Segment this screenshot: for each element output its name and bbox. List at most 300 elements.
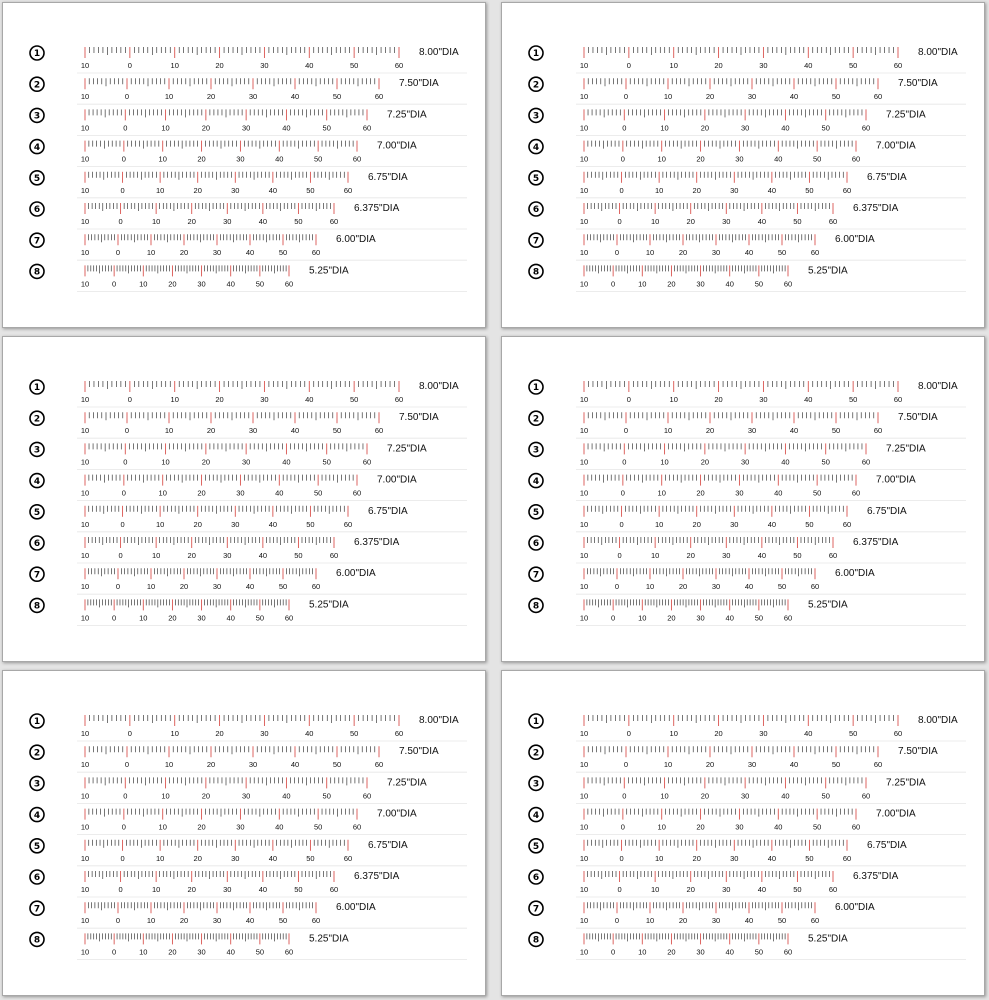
scale-label: 0 (124, 426, 130, 436)
ruler-row-7 (30, 233, 467, 260)
scale-label: 40 (275, 488, 284, 498)
scale-label: 10 (164, 426, 174, 436)
scale-label: 0 (121, 154, 126, 164)
scale-label: 60 (842, 853, 852, 863)
scale-label: 50 (349, 729, 359, 738)
diameter-label: 7.00"DIA (876, 808, 916, 820)
scale-label: 50 (793, 217, 802, 226)
row-number: 2 (33, 80, 41, 91)
scale-label: 10 (579, 154, 589, 164)
scale-label: 40 (804, 395, 813, 404)
row-number: 4 (532, 142, 540, 153)
row-number: 6 (532, 873, 540, 884)
diameter-label: 5.25"DIA (808, 265, 848, 277)
scale-label: 0 (115, 582, 121, 592)
scale-label: 60 (284, 613, 294, 623)
scale-label: 20 (705, 760, 715, 770)
scale-label: 10 (80, 729, 90, 738)
scale-label: 10 (80, 613, 90, 623)
scale-label: 20 (667, 613, 676, 623)
scale-label: 60 (343, 519, 353, 529)
scale-label: 20 (215, 729, 224, 738)
scale-label: 10 (80, 582, 90, 592)
scale-label: 0 (611, 279, 616, 289)
scale-label: 0 (617, 885, 622, 894)
scale-label: 60 (861, 791, 871, 801)
scale-label: 60 (810, 248, 820, 258)
scale-label: 10 (80, 426, 90, 436)
scale-label: 10 (657, 154, 666, 164)
scale-label: 10 (654, 853, 664, 863)
ruler-row-7 (30, 567, 467, 594)
ruler-row-4 (30, 140, 467, 167)
ruler-ticks (85, 715, 399, 726)
ruler-row-5 (30, 505, 467, 532)
scale-label: 50 (278, 248, 288, 258)
scale-label: 10 (663, 92, 673, 102)
scale-label: 30 (260, 729, 269, 738)
diameter-label: 7.00"DIA (876, 474, 916, 486)
ruler-row-2 (30, 411, 467, 438)
ruler-row-2 (529, 411, 966, 438)
scale-label: 10 (645, 248, 655, 258)
scale-label: 10 (579, 217, 589, 226)
scale-label: 60 (311, 248, 321, 258)
scale-label: 60 (352, 822, 362, 832)
scale-label: 30 (735, 488, 744, 498)
scale-label: 50 (313, 488, 323, 498)
scale-label: 50 (306, 185, 315, 195)
scale-label: 30 (197, 279, 206, 289)
scale-label: 50 (777, 916, 787, 926)
row-number: 4 (33, 476, 41, 487)
scale-label: 30 (260, 395, 269, 404)
diameter-label: 5.25"DIA (309, 599, 349, 611)
ruler-ticks (85, 568, 316, 579)
row-number: 8 (532, 935, 540, 946)
scale-label: 20 (700, 123, 710, 133)
scale-label: 0 (614, 916, 620, 926)
scale-label: 20 (714, 395, 723, 404)
scale-label: 20 (206, 426, 216, 436)
scale-label: 30 (241, 791, 251, 801)
scale-label: 30 (696, 279, 705, 289)
ruler-ticks (584, 443, 866, 454)
diameter-label: 5.25"DIA (309, 933, 349, 945)
scale-label: 30 (730, 853, 739, 863)
row-number: 1 (532, 717, 540, 728)
scale-label: 20 (667, 947, 676, 957)
scale-label: 10 (80, 248, 90, 258)
scale-label: 0 (115, 916, 121, 926)
scale-label: 10 (151, 885, 161, 894)
scale-label: 20 (714, 729, 723, 738)
scale-label: 10 (579, 947, 589, 957)
scale-label: 60 (810, 916, 820, 926)
row-number: 7 (33, 236, 41, 247)
ruler-row-8 (30, 932, 467, 959)
ruler-ticks (584, 172, 847, 183)
scale-label: 0 (611, 613, 616, 623)
row-number: 4 (33, 810, 41, 821)
row-number: 4 (532, 476, 540, 487)
ruler-row-6 (30, 536, 467, 563)
diameter-label: 8.00"DIA (918, 715, 958, 726)
ruler-row-6 (30, 870, 467, 897)
scale-label: 10 (579, 729, 589, 738)
scale-label: 50 (831, 92, 841, 102)
scale-label: 30 (759, 729, 768, 738)
scale-label: 50 (306, 519, 315, 529)
diameter-label: 6.75"DIA (368, 171, 408, 183)
row-number: 8 (33, 601, 41, 612)
scale-label: 60 (810, 582, 820, 592)
scale-label: 10 (146, 582, 156, 592)
ruler-row-2 (529, 745, 966, 772)
scale-label: 10 (579, 279, 589, 289)
scale-label: 50 (255, 613, 265, 623)
scale-label: 50 (313, 154, 323, 164)
diameter-label: 8.00"DIA (419, 381, 459, 392)
scale-label: 40 (804, 61, 813, 70)
scale-label: 0 (112, 947, 117, 957)
scale-label: 0 (120, 853, 125, 863)
scale-label: 40 (226, 279, 235, 289)
scale-label: 20 (179, 248, 189, 258)
diameter-label: 7.25"DIA (886, 443, 926, 455)
scale-label: 30 (231, 185, 240, 195)
scale-label: 10 (579, 92, 589, 102)
scale-label: 10 (139, 947, 148, 957)
ruler-ticks (85, 840, 348, 851)
scale-label: 20 (696, 154, 705, 164)
ruler-row-7 (30, 901, 467, 928)
ruler-ticks (584, 933, 788, 944)
scale-label: 60 (362, 457, 372, 467)
ruler-row-3 (529, 776, 966, 803)
scale-label: 10 (660, 791, 669, 801)
scale-label: 0 (118, 217, 123, 226)
scale-label: 60 (783, 613, 793, 623)
scale-label: 20 (678, 916, 688, 926)
row-number: 3 (33, 445, 41, 456)
scale-label: 0 (623, 760, 629, 770)
scale-label: 10 (155, 853, 165, 863)
ruler-ticks (85, 871, 334, 882)
scale-label: 50 (255, 279, 265, 289)
diameter-label: 7.50"DIA (399, 412, 439, 424)
scale-label: 30 (223, 551, 232, 560)
scale-label: 50 (294, 217, 303, 226)
scale-label: 60 (343, 185, 353, 195)
scale-label: 10 (579, 916, 589, 926)
sheet-6 (501, 670, 985, 996)
row-number: 5 (33, 508, 41, 518)
scale-label: 20 (206, 92, 216, 102)
scale-label: 30 (223, 885, 232, 894)
scale-label: 0 (617, 551, 622, 560)
sheet-2 (501, 2, 985, 328)
diameter-label: 5.25"DIA (808, 933, 848, 945)
scale-label: 30 (696, 613, 705, 623)
row-number: 3 (33, 111, 41, 122)
scale-label: 10 (80, 822, 90, 832)
scale-label: 10 (645, 582, 655, 592)
ruler-row-8 (30, 598, 467, 625)
ruler-ticks (85, 902, 316, 913)
scale-label: 20 (168, 279, 177, 289)
scale-label: 20 (201, 457, 211, 467)
diameter-label: 7.50"DIA (898, 78, 938, 90)
scale-label: 0 (124, 92, 130, 102)
scale-label: 10 (80, 185, 90, 195)
scale-label: 0 (617, 217, 622, 226)
scale-label: 10 (654, 519, 664, 529)
scale-label: 30 (248, 760, 258, 770)
scale-label: 10 (155, 519, 165, 529)
scale-label: 10 (80, 92, 90, 102)
scale-label: 10 (170, 61, 179, 70)
scale-label: 50 (332, 426, 342, 436)
scale-label: 20 (692, 519, 701, 529)
diameter-label: 7.25"DIA (886, 109, 926, 121)
scale-label: 10 (650, 551, 660, 560)
scale-label: 0 (120, 185, 125, 195)
scale-label: 40 (305, 729, 314, 738)
scale-label: 30 (730, 185, 739, 195)
scale-label: 20 (686, 885, 695, 894)
scale-label: 30 (231, 519, 240, 529)
scale-label: 50 (831, 760, 841, 770)
ruler-sheet-graphic (3, 671, 487, 997)
scale-label: 30 (241, 123, 251, 133)
ruler-row-5 (30, 839, 467, 866)
scale-label: 40 (245, 916, 255, 926)
scale-label: 40 (305, 395, 314, 404)
ruler-ticks (584, 265, 788, 276)
ruler-ticks (584, 203, 833, 214)
scale-label: 60 (873, 760, 883, 770)
row-number: 8 (532, 267, 540, 278)
scale-label: 20 (206, 760, 216, 770)
ruler-row-6 (529, 202, 966, 229)
ruler-ticks (85, 109, 367, 120)
diameter-label: 6.375"DIA (354, 871, 400, 882)
ruler-ticks (584, 568, 815, 579)
scale-label: 10 (80, 217, 90, 226)
ruler-ticks (85, 381, 399, 392)
scale-label: 20 (215, 395, 224, 404)
row-number: 6 (532, 205, 540, 216)
scale-label: 20 (686, 217, 695, 226)
scale-label: 30 (747, 760, 757, 770)
scale-label: 50 (349, 61, 359, 70)
scale-label: 10 (146, 248, 156, 258)
scale-label: 40 (268, 519, 278, 529)
scale-label: 0 (620, 154, 625, 164)
scale-label: 10 (80, 457, 90, 467)
scale-label: 40 (767, 519, 777, 529)
ruler-row-2 (529, 77, 966, 104)
ruler-row-1 (30, 714, 467, 741)
scale-label: 20 (714, 61, 723, 70)
ruler-ticks (584, 381, 898, 392)
scale-label: 20 (197, 154, 206, 164)
scale-label: 20 (667, 279, 676, 289)
row-number: 6 (33, 873, 41, 884)
ruler-row-5 (529, 839, 966, 866)
diameter-label: 7.25"DIA (886, 777, 926, 789)
scale-label: 50 (349, 395, 359, 404)
scale-label: 30 (260, 61, 269, 70)
scale-label: 0 (614, 248, 620, 258)
row-number: 4 (532, 810, 540, 821)
row-number: 8 (33, 935, 41, 946)
row-number: 1 (33, 383, 41, 394)
sheet-3 (2, 336, 486, 662)
diameter-label: 6.00"DIA (835, 234, 875, 246)
scale-label: 10 (80, 885, 90, 894)
ruler-row-6 (529, 536, 966, 563)
scale-label: 50 (313, 822, 323, 832)
scale-label: 60 (851, 488, 861, 498)
scale-label: 10 (155, 185, 165, 195)
scale-label: 20 (187, 885, 196, 894)
scale-label: 10 (579, 551, 589, 560)
scale-label: 30 (231, 853, 240, 863)
scale-label: 30 (236, 154, 245, 164)
scale-label: 10 (80, 551, 90, 560)
scale-label: 50 (848, 61, 858, 70)
scale-label: 50 (805, 185, 814, 195)
scale-label: 40 (725, 279, 734, 289)
scale-label: 10 (161, 123, 170, 133)
scale-label: 30 (759, 61, 768, 70)
scale-label: 20 (696, 822, 705, 832)
scale-label: 0 (620, 488, 625, 498)
scale-label: 0 (611, 947, 616, 957)
ruler-row-3 (30, 776, 467, 803)
scale-label: 30 (248, 426, 258, 436)
row-number: 2 (33, 414, 41, 425)
ruler-row-1 (30, 46, 467, 73)
scale-label: 0 (121, 488, 126, 498)
ruler-row-3 (529, 108, 966, 135)
scale-label: 60 (394, 729, 404, 738)
ruler-ticks (584, 47, 898, 58)
row-number: 5 (532, 508, 540, 518)
row-number: 2 (532, 414, 540, 425)
scale-label: 60 (311, 582, 321, 592)
scale-label: 20 (705, 92, 715, 102)
ruler-ticks (85, 809, 357, 820)
scale-label: 40 (767, 185, 777, 195)
scale-label: 50 (777, 582, 787, 592)
ruler-row-6 (529, 870, 966, 897)
ruler-row-4 (529, 808, 966, 835)
scale-label: 10 (161, 791, 170, 801)
scale-label: 0 (622, 791, 627, 801)
ruler-row-5 (529, 505, 966, 532)
ruler-ticks (584, 234, 815, 245)
diameter-label: 5.25"DIA (808, 599, 848, 611)
diameter-label: 6.75"DIA (368, 505, 408, 517)
scale-label: 50 (812, 488, 822, 498)
ruler-row-2 (30, 745, 467, 772)
diameter-label: 6.00"DIA (336, 568, 376, 580)
scale-label: 60 (783, 947, 793, 957)
scale-label: 40 (290, 426, 300, 436)
diameter-label: 6.00"DIA (336, 902, 376, 914)
diameter-label: 7.50"DIA (399, 78, 439, 90)
scale-label: 0 (127, 395, 132, 404)
scale-label: 50 (278, 582, 288, 592)
row-number: 3 (532, 445, 540, 456)
scale-label: 10 (579, 760, 589, 770)
scale-label: 40 (789, 426, 799, 436)
diameter-label: 7.25"DIA (387, 443, 427, 455)
ruler-ticks (584, 715, 898, 726)
scale-label: 50 (821, 457, 830, 467)
scale-label: 10 (660, 457, 669, 467)
scale-label: 0 (127, 729, 132, 738)
ruler-ticks (85, 412, 379, 423)
scale-label: 60 (352, 154, 362, 164)
scale-label: 20 (187, 217, 196, 226)
scale-label: 10 (158, 488, 167, 498)
scale-label: 40 (290, 92, 300, 102)
scale-label: 40 (789, 760, 799, 770)
scale-label: 60 (362, 123, 372, 133)
scale-label: 30 (197, 613, 206, 623)
scale-label: 0 (123, 457, 128, 467)
scale-label: 10 (663, 760, 673, 770)
scale-label: 50 (777, 248, 787, 258)
ruler-row-4 (30, 474, 467, 501)
scale-label: 40 (789, 92, 799, 102)
scale-label: 50 (306, 853, 315, 863)
scale-label: 40 (781, 791, 790, 801)
scale-label: 20 (686, 551, 695, 560)
diameter-label: 8.00"DIA (918, 47, 958, 58)
scale-label: 0 (623, 426, 629, 436)
scale-label: 10 (579, 185, 589, 195)
scale-label: 20 (187, 551, 196, 560)
scale-label: 0 (614, 582, 620, 592)
scale-label: 0 (622, 457, 627, 467)
scale-label: 10 (164, 92, 174, 102)
scale-label: 0 (115, 248, 121, 258)
ruler-ticks (584, 475, 856, 486)
scale-label: 60 (851, 822, 861, 832)
scale-label: 20 (696, 488, 705, 498)
diameter-label: 8.00"DIA (419, 715, 459, 726)
scale-label: 50 (332, 760, 342, 770)
ruler-row-7 (529, 233, 966, 260)
scale-label: 50 (754, 613, 764, 623)
scale-label: 10 (579, 582, 589, 592)
ruler-ticks (584, 902, 815, 913)
diameter-label: 5.25"DIA (309, 265, 349, 277)
ruler-row-7 (529, 567, 966, 594)
scale-label: 20 (179, 582, 189, 592)
scale-label: 30 (740, 791, 750, 801)
scale-label: 50 (805, 519, 814, 529)
scale-label: 20 (197, 488, 206, 498)
scale-label: 10 (151, 551, 161, 560)
row-number: 1 (532, 49, 540, 60)
scale-label: 20 (678, 582, 688, 592)
